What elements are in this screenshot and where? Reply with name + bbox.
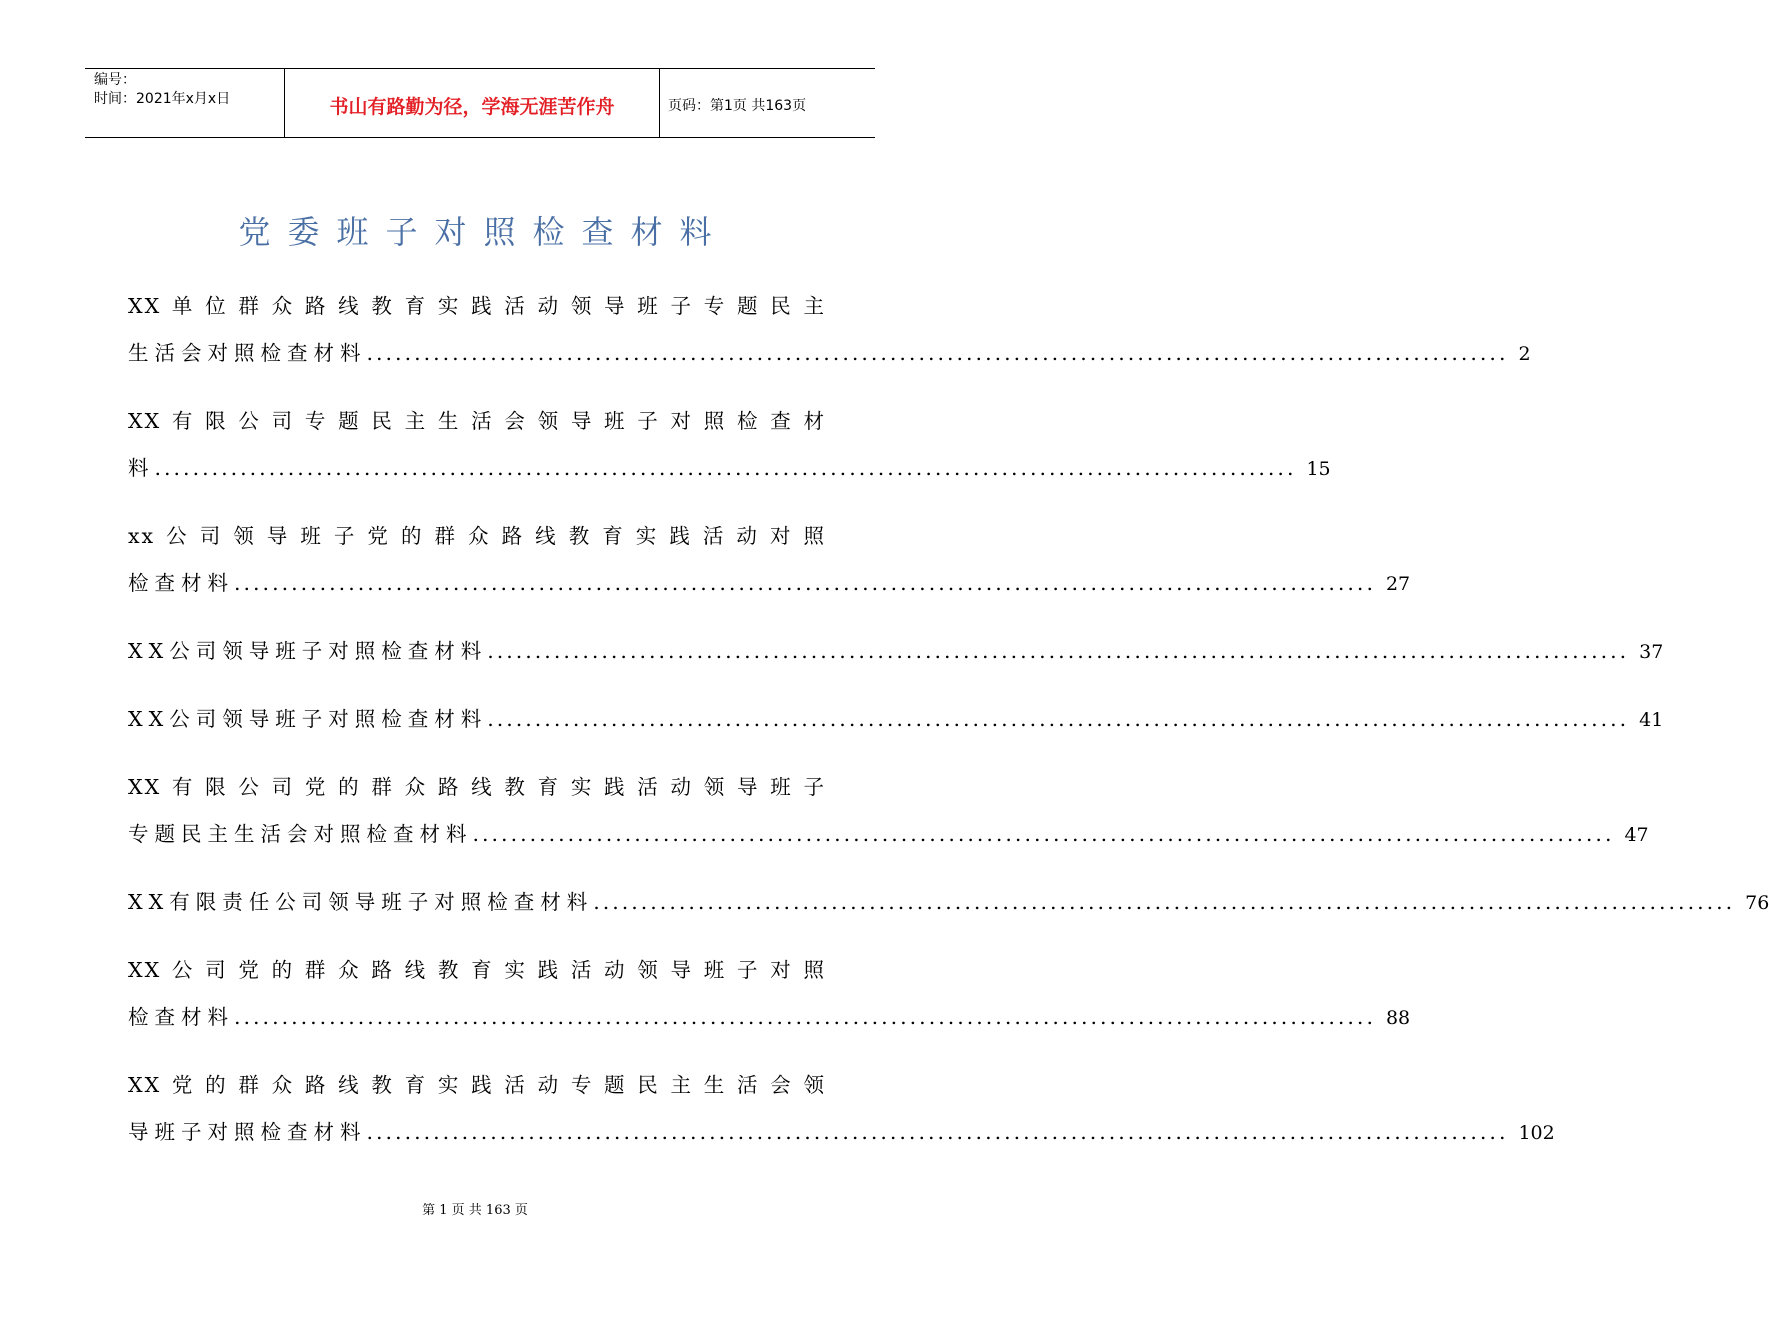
document-title: 党委班子对照检查材料 bbox=[238, 213, 729, 251]
toc-entry-title-line: XX公司领导班子对照检查材料 bbox=[128, 639, 488, 663]
toc-entry-title-line: XX公司党的群众路线教育实践活动领导班子对照 bbox=[128, 958, 826, 982]
number-label: 编号： bbox=[94, 72, 136, 88]
toc-entry-last-line bbox=[128, 330, 1531, 377]
header-motto: 书山有路勤为径，学海无涯苦作舟 bbox=[285, 69, 660, 137]
toc-entry-last-line bbox=[128, 879, 1769, 926]
toc-page-number: 2 bbox=[1518, 343, 1531, 365]
toc-entry[interactable] bbox=[128, 628, 1664, 675]
page-footer: 第 1 页 共 163 页 bbox=[422, 1203, 528, 1218]
toc-entry-last-line bbox=[128, 445, 1331, 492]
toc-page-number: 102 bbox=[1518, 1122, 1555, 1144]
toc-entry-last-line bbox=[128, 994, 1411, 1041]
toc-entry-last-line bbox=[128, 1109, 1555, 1156]
toc-entry[interactable] bbox=[128, 764, 1649, 858]
time-label: 时间：2021年x月x日 bbox=[94, 91, 231, 107]
toc-entry[interactable] bbox=[128, 283, 1531, 377]
toc-page-number: 88 bbox=[1385, 1007, 1411, 1029]
toc-entry-last-line bbox=[128, 628, 1664, 675]
toc-entry-title-line: xx公司领导班子党的群众路线教育实践活动对照 bbox=[128, 524, 826, 548]
toc-leader-dots: ........................................................................................................................ bbox=[234, 1005, 1376, 1029]
toc-entry-title-line: 导班子对照检查材料 bbox=[128, 1120, 367, 1144]
header-page-info: 页码：第1页 共163页 bbox=[668, 98, 807, 114]
header-meta bbox=[85, 69, 285, 137]
toc-page-number: 76 bbox=[1745, 892, 1769, 914]
toc-leader-dots: ........................................................................................................................ bbox=[472, 822, 1615, 846]
table-of-contents bbox=[128, 283, 1769, 1177]
toc-leader-dots: ........................................................................................................................ bbox=[154, 456, 1297, 480]
toc-leader-dots: ........................................................................................................................ bbox=[366, 1120, 1509, 1144]
toc-entry-title-line: 生活会对照检查材料 bbox=[128, 341, 367, 365]
toc-entry-last-line bbox=[128, 811, 1649, 858]
toc-entry-title-line: 检查材料 bbox=[128, 1005, 234, 1029]
toc-entry-last-line bbox=[128, 696, 1664, 743]
toc-page-number: 47 bbox=[1624, 824, 1649, 846]
toc-page-number: 15 bbox=[1306, 458, 1331, 480]
toc-entry-title-line: XX有限公司党的群众路线教育实践活动领导班子 bbox=[128, 775, 826, 799]
toc-leader-dots: ........................................................................................................................ bbox=[487, 707, 1630, 731]
toc-entry-title-line: 专题民主生活会对照检查材料 bbox=[128, 822, 473, 846]
toc-entry-last-line bbox=[128, 560, 1411, 607]
toc-entry-title-line: 料 bbox=[128, 456, 155, 480]
toc-entry[interactable] bbox=[128, 696, 1664, 743]
toc-leader-dots: ........................................................................................................................ bbox=[487, 639, 1630, 663]
toc-entry-title-line: XX公司领导班子对照检查材料 bbox=[128, 707, 488, 731]
toc-page-number: 41 bbox=[1639, 709, 1664, 731]
toc-entry[interactable] bbox=[128, 879, 1769, 926]
toc-entry-title-line: XX有限公司专题民主生活会领导班子对照检查材 bbox=[128, 409, 826, 433]
toc-entry[interactable] bbox=[128, 398, 1331, 492]
toc-leader-dots: ........................................................................................................................ bbox=[593, 890, 1736, 914]
toc-entry-title-line: XX有限责任公司领导班子对照检查材料 bbox=[128, 890, 594, 914]
toc-leader-dots: ........................................................................................................................ bbox=[234, 571, 1376, 595]
toc-entry[interactable] bbox=[128, 1062, 1555, 1156]
toc-page-number: 37 bbox=[1639, 641, 1664, 663]
toc-entry-title-line: 检查材料 bbox=[128, 571, 234, 595]
toc-page-number: 27 bbox=[1385, 573, 1411, 595]
toc-entry[interactable] bbox=[128, 513, 1411, 607]
toc-leader-dots: ........................................................................................................................ bbox=[366, 341, 1509, 365]
toc-entry-title-line: XX单位群众路线教育实践活动领导班子专题民主 bbox=[128, 294, 826, 318]
document-header bbox=[85, 68, 875, 138]
toc-entry-title-line: XX党的群众路线教育实践活动专题民主生活会领 bbox=[128, 1073, 826, 1097]
toc-entry[interactable] bbox=[128, 947, 1411, 1041]
